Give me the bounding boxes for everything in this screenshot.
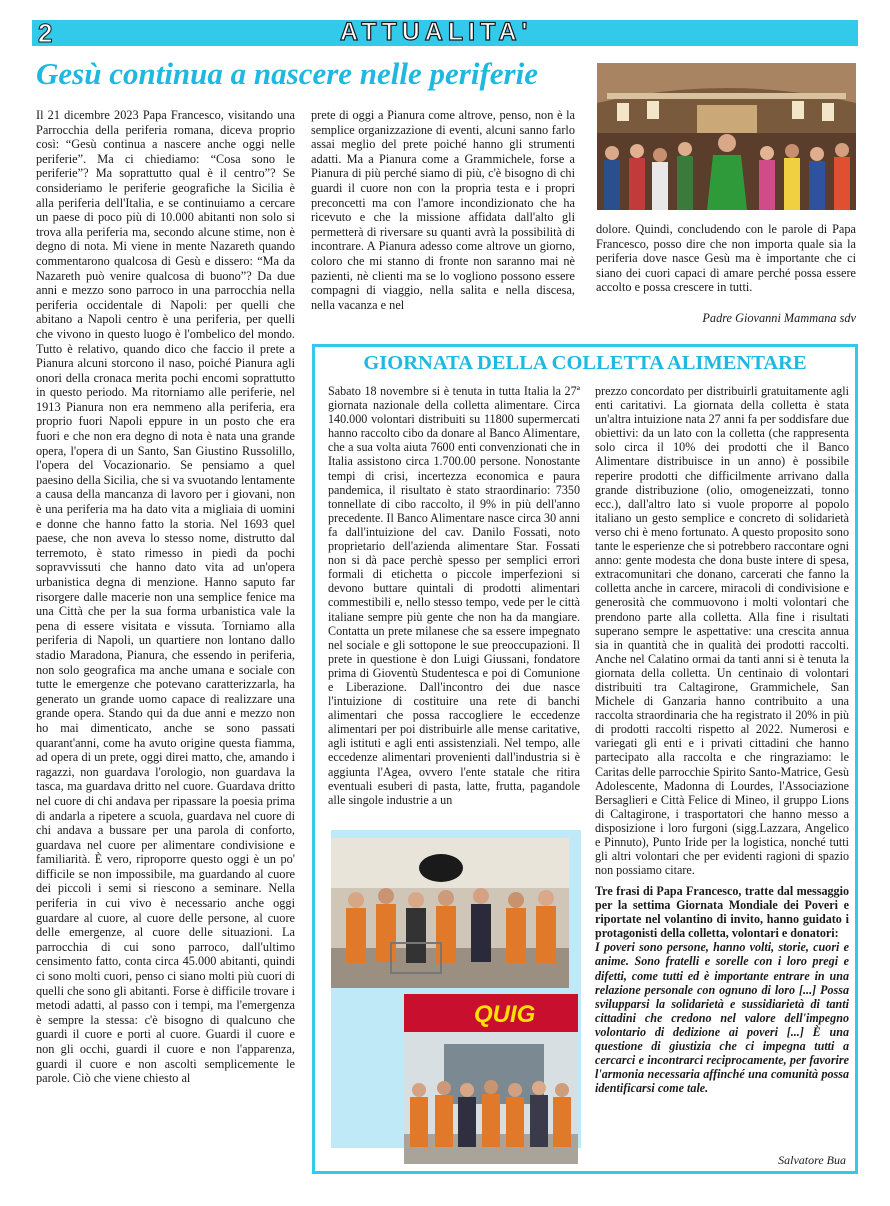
article-column-2	[311, 108, 575, 338]
article-author: Padre Giovanni Mammana sdv	[702, 311, 856, 325]
colletta-column-2	[595, 384, 849, 884]
article-text: Il 21 dicembre 2023 Papa Francesco, visitando una Parrocchia della periferia romana, diceva proprio così: “Gesù continua a nascere anche oggi nelle periferie”. Ma ci chiediamo: “Cosa sono le periferie”? Ma soprattutto qual è il centro”? Se consideriamo le periferie geografiche la Sicilia è alla periferia dell'Italia, e se continuiamo a cercare un paese di poco più di 10.000 abitanti non solo si trova alla periferia ma, secondo alcune stime, non è degno di nota. Mi viene in mente Nazareth quando commentarono qualcosa di Gesù e dissero: “Ma da Nazareth può venire qualcosa di buono”? Da due anni e mezzo sono parroco in una parrocchia nella periferia occidentale di Napoli: per quelli che abitano a Napoli centro è una periferia, per quelli che vivono in questo luogo è l'ombelico del mondo. Tutto è relativo, quando dico che faccio il prete a Pianura alcuni storcono il naso, poiché Pianura agli onori della cronaca merita pochi encomi soprattutto in questo periodo. Ma ritorniamo alle periferie, nel 1913 Pianura non era nemmeno alla periferia, era proprio fuori Napoli eppure in un posto che era fuori e che non era degno di nota è nata una grande opera, l'opera di un Santo, San Giustino Russolillo, l'opera del Vocazionario. Se pensiamo a quel paesino della Sicilia, che si va svuotando lentamente a causa della mancanza di lavoro per i giovani, non è una periferia ma ha dato vita a migliaia di uomini e donne che hanno fatto la storia. Nel 1693 quel paese, che non aveva lo stesso nome, distrutto dal terremoto, è stato rimesso in piedi da pochi sopravvissuti che hanno dato vita ad un'opera urbanistica degna di menzione. Hanno saputo far risorgere dalle macerie non una semplice fenice ma una Città che per la sua forma urbanistica vale la pena di essere visitata e vissuta. Torniamo alla periferia di Napoli, un quartiere non lontano dallo stadio Maradona, Pianura, che essendo in periferia, non solo geografica ma anche umana e sociale con tutte le emergenze che potevano caratterizzarla, ha generato un grande uomo capace di realizzare una grande opera. Stando qui da due anni e mezzo non ho mai dimenticato, anche se sono passati quarant'anni, come ha avuto origine questa fiamma, ad opera di un prete, oggi direi matto, che, amando i ragazzi, non guardava l'orologio, non guardava la tasca, ma guardava dritto nel cuore. Guardava dritto nel cuore di chi andava per ripassare la poesia prima di andarla a ripetere a scuola, guardava nel cuore di chi andava a bussare per una parola di conforto, guardava nel cuore per alimentare condivisione e familiarità. È vero, riproporre questo oggi è un po' difficile se non impossibile, ma guardando al cuore dei piccoli i semi si riescono a seminare. Nella periferia in cui vivo è necessario anche oggi guardare al cuore, al cuore delle persone, al cuore delle emergenze, al cuore delle situazioni. La parrocchia di cui sono parroco, dall'ultimo censimento fatto, conta circa 45.000 abitanti, quindi ci sono molti cuori, penso ci siano molti più cuori di quelli che sono gli abitanti. Forse è difficile trovare i metodi adatti, al passo con i tempi, ma l'emergenza è sempre la stessa: c'è bisogno di qualcuno che guardi il cuore e porti al cuore. Guardi il cuore e non gli occhi, guardi il cuore e non l'apparenza, guardi il cuore e non ascolti semplicemente le parole. Ciò che viene chiesto al	[36, 108, 295, 1086]
church-crowd-image	[597, 63, 856, 210]
volunteers-supermarket-photo	[331, 838, 569, 988]
pope-quote: I poveri sono persone, hanno volti, storie, cuori e anime. Sono fratelli e sorelle con i loro pregi e difetti, come tutti ed è importante entrare in una relazione personale con ognuno di loro [...] Possa svilupparsi la solidarietà e sussidiarietà di tanti cittadini che credono nel valore dell'impegno volontario di dedizione ai poveri [...] È una questione di giustizia che ci impegna tutti a cercarci e incontrarci reciprocamente, per favorire l'armonia necessaria affinché una comunità possa identificarsi come tale.	[595, 940, 849, 1096]
quote-intro: Tre frasi di Papa Francesco, tratte dal messaggio per la settima Giornata Mondiale dei Poveri e riportate nel volantino di invito, hanno guidato i protagonisti della colletta, volontari e donatori:	[595, 884, 849, 941]
colletta-text: prezzo concordato per distribuirli gratuitamente agli enti caritativi. La giornata della colletta è stata un'altra intuizione nata 27 anni fa per soddisfare due obiettivi: da un lato con la colletta (che rappresenta solo circa il 10% dei prodotti che il Banco Alimentare distribuisce in un anno) è possibile reperire prodotti che difficilmente arrivano dalla grande distribuzione (olio, omogeneizzati, tonno ecc.), dall'altro lato si vuole proporre al popolo italiano un gesto semplice e concreto di solidarietà verso chi è meno fortunato. A questo proposito sono tante le esperienze che si potrebbero raccontare ogni anno: gente modesta che dona buste intere di spesa, extracomunitari che donano, carcerati che fanno la colletta anche in carcere, miracoli di condivisione e generosità che commuovono i molti volontari che prendono parte alla colletta. Alla fine i risultati superano sempre le aspettative: una crescita annua sia in quantità che in qualità dei prodotti raccolti. Anche nel Calatino ormai da tanti anni si è tenuta la giornata della colletta. Un centinaio di volontari distribuiti tra Caltagirone, Grammichele, San Michele di Ganzaria hanno contribuito a una raccolta straordinaria che ha registrato il 20% in più di prodotti raccolti rispetto al 2022. Numerosi e variegati gli enti e i privati cittadini che hanno partecipato alla raccolta e che ringraziamo: le Caritas delle parrocchie Spirito Santo-Matrice, Gesù Adolescente, Madonna di Lourdes, l'Associazione Bersaglieri e Città Felice di Mineo, il gruppo Lions di Caltagirone, i trasportatori che hanno messo a disposizione i loro furgoni (sigg.Lazzara, Angelico e Pinnuto), Punto Iride per la logistica, nonché tutti gli altri volontari che per evidenti ragioni di spazio non possiamo citare.	[595, 384, 849, 878]
colletta-author: Salvatore Bua	[778, 1153, 846, 1167]
section-title: ATTUALITA'	[340, 18, 533, 46]
page-number: 2	[38, 18, 53, 48]
colletta-title: GIORNATA DELLA COLLETTA ALIMENTARE	[363, 352, 807, 374]
colletta-column-1	[328, 384, 580, 824]
volunteers-supermarket-image	[331, 838, 569, 988]
colletta-column-3	[595, 884, 849, 1154]
colletta-text: Sabato 18 novembre si è tenuta in tutta Italia la 27ª giornata nazionale della colletta alimentare. Circa 140.000 volontari distribuiti su 11800 supermercati hanno raccolto cibo da donare al Banco Alimentare, che a sua volta aiuta 7600 enti convenzionati che in Italia assistono circa 1.700.00 persone. Nonostante tempi di crisi, incertezza economica e paura pandemica, il risultato è stato straordinario: 7350 tonnellate di cibo raccolto, il 9% in più dell'anno precedente. Il Banco Alimentare nasce circa 30 anni fa dall'intuizione del cav. Danilo Fossati, noto proprietario dell'azienda alimentare Star. Fossati non si dà pace perchè spesso per semplici errori formali di etichetta o piccole imperfezioni si devono buttare quintali di prodotti alimentari commestibili e, nello stesso tempo, vede per le città italiane sempre più gente che non ha da mangiare. Contatta un prete milanese che sa essere impegnato nel sociale e gli sottopone le sue preoccupazioni. Il prete in questione è don Luigi Giussani, fondatore prima di Gioventù Studentesca e poi di Comunione e Liberazione. Dall'incontro dei due nasce l'intuizione di costituire una rete di banchi alimentari che possa raccogliere le eccedenze alimentari per poi distribuirle alle mense caritative, agli istituti e agli enti assistenziali. Nel tempo, alle eccedenze alimentari provenienti dall'industria si è aggiunta l'Agea, ovvero l'ente statale che ritira eventuali esuberi di pasta, latte, frutta, pagandole alle singole industrie a un	[328, 384, 580, 807]
article-text: dolore. Quindi, concludendo con le parole di Papa Francesco, posso dire che non importa quale sia la periferia dove nasce Gesù ma è importante che ci siano dei cuori capaci di amare perché possa essere accolto e possa crescere in tutti.	[596, 222, 856, 295]
article-text: prete di oggi a Pianura come altrove, penso, non è la semplice organizzazione di eventi, alcuni sanno farlo assai meglio del prete poiché hanno gli strumenti adatti. Ma a Pianura come a Grammichele, forse a Pianura di più perché siamo di più, c'è bisogno di chi guardi il cuore non con la propria testa e i propri preconcetti ma con l'amore incondizionato che ha ricevuto e che la missione affidata dall'alto gli permetterà di riversare su quanti avrà la possibilità di incontrare. A Pianura adesso come altrove un giorno, coloro che mi stanno di fronte non saranno mai nè pazienti, nè clienti ma se lo vogliono possono essere compagni di viaggio, nella salita e nella discesa, nella vacanza e nel	[311, 108, 575, 312]
article-column-1	[36, 108, 295, 1200]
volunteers-store-image	[404, 994, 578, 1164]
article-headline: Gesù continua a nascere nelle periferie	[36, 56, 538, 91]
church-crowd-photo	[597, 63, 856, 210]
volunteers-store-entrance-photo	[404, 994, 578, 1164]
store-sign-text: QUIG	[474, 1001, 536, 1028]
